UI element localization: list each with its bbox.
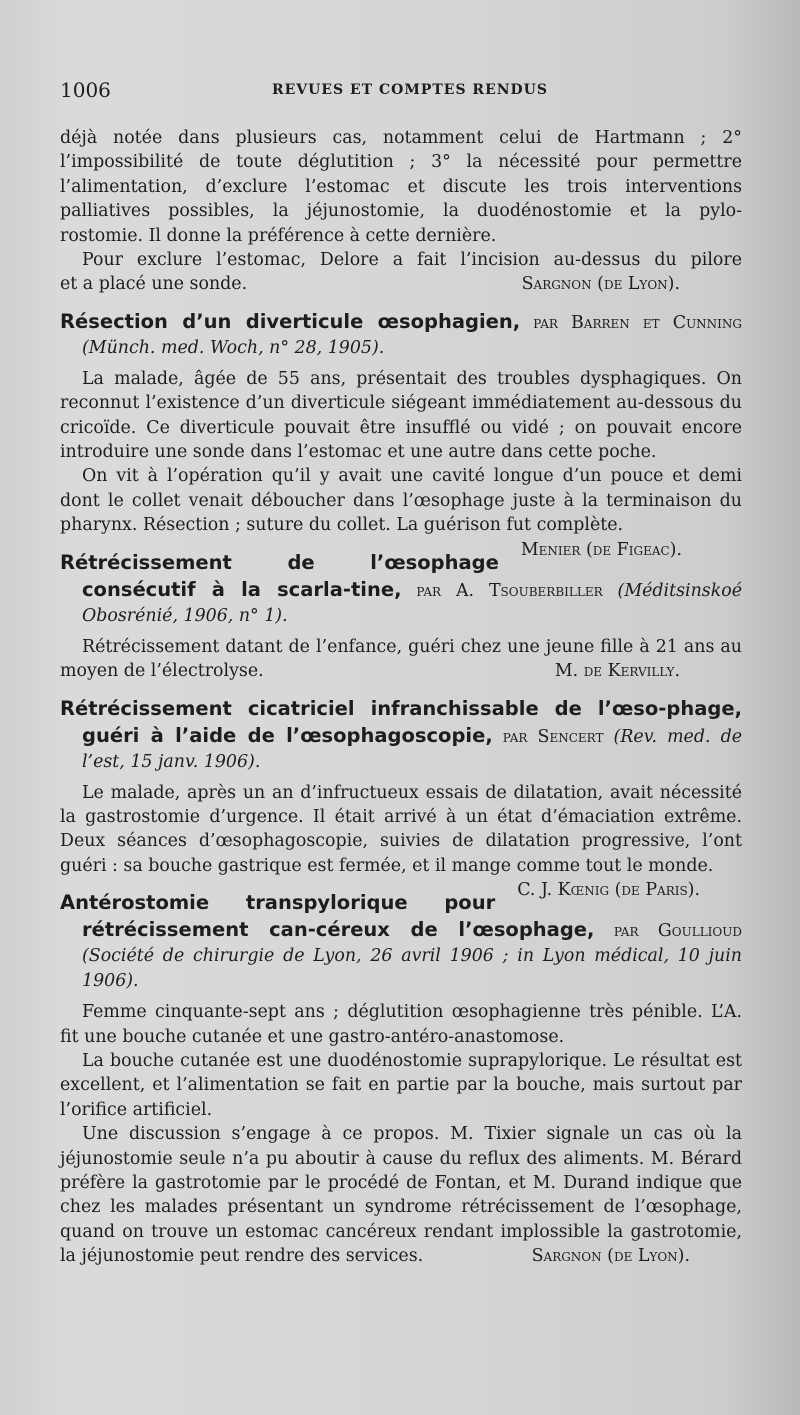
running-title: REVUES ET COMPTES RENDUS bbox=[272, 82, 548, 98]
entry-paragraph bbox=[60, 464, 742, 560]
entry-reference: (Rev. med. de l’est, 15 janv. 1906). bbox=[82, 726, 742, 772]
review-entry bbox=[60, 309, 743, 560]
page-body bbox=[60, 126, 742, 1269]
intro-para2: Pour exclure l’estomac, Delore a fait l’incision au-dessus du pilore bbox=[82, 250, 742, 271]
entry-title: Antérostomie transpylorique pour rétrécissement can-céreux de l’œsophage, bbox=[60, 891, 595, 942]
entry-author: par A. Tsouberbiller bbox=[416, 580, 603, 601]
entry-paragraph: La bouche cutanée est une duodénostomie suprapylorique. Le résultat est excellent, et l’alimentation se fait en partie par la bouche, mais surtout par l’orifice artificiel. bbox=[60, 1050, 742, 1120]
entry-title: Rétrécissement cicatriciel infranchissable de l’œso-phage, guéri à l’aide de l’œsophagoscopie, bbox=[60, 696, 742, 747]
signature: Menier (de Figeac). bbox=[520, 539, 682, 560]
entry-author: par Sencert bbox=[502, 726, 604, 747]
entry-heading bbox=[60, 309, 742, 361]
intro-line: palliatives possibles, la jéjunostomie, la duodénostomie et la pylo- bbox=[60, 201, 742, 222]
review-entry bbox=[60, 696, 742, 901]
entry-paragraph: La malade, âgée de 55 ans, présentait des troubles dysphagiques. On reconnut l’existence d’un diverticule siégeant immédiatement au-dessous du cricoïde. Ce diverticule pouvait être insufflé ou vidé ; on pouvait encore introduire une sonde dans l’estomac et une autre dans cette poche. bbox=[60, 368, 742, 463]
entry-paragraph-text: On vit à l’opération qu’il y avait une cavité longue d’un pouce et demi dont le collet venait déboucher dans l’œsophage juste à la terminaison du pharynx. Résection ; suture du collet. La guérison fut complète. bbox=[60, 466, 742, 536]
entry-paragraph-text: Une discussion s’engage à ce propos. M. Tixier signale un cas où la jéjunostomie seule n’a pu aboutir à cause du reflux des aliments. M. Bérard préfère la gastrotomie par le procédé de Fontan, et M. Durand indique que chez les malades présentant un syndrome rétrécissement de l’œsophage, quand on trouve un estomac cancéreux rendant implossible la gastrotomie, la jéjunostomie peut rendre des services. bbox=[60, 1124, 742, 1267]
entry-author: par Barren et Cunning bbox=[533, 312, 743, 333]
entry-title: Rétrécissement de l’œsophage consécutif à la scarla-tine, bbox=[60, 550, 499, 601]
signature: M. de Kervilly. bbox=[554, 661, 680, 682]
page-number: 1006 bbox=[60, 78, 111, 102]
entry-paragraph bbox=[60, 635, 742, 684]
entry-reference: (Méditsinskoé Obosrénié, 1906, n° 1). bbox=[82, 580, 743, 626]
entry-heading bbox=[60, 696, 742, 775]
intro-continuation bbox=[60, 126, 742, 297]
intro-line: déjà notée dans plusieurs cas, notamment celui de Hartmann ; 2° bbox=[60, 128, 742, 148]
entry-paragraph-text: Rétrécissement datant de l’enfance, guéri chez une jeune fille à 21 ans au moyen de l’électrolyse. bbox=[60, 636, 742, 682]
entry-reference: (Münch. med. Woch, n° 28, 1905). bbox=[82, 337, 385, 358]
page-header bbox=[60, 78, 750, 104]
intro-line: l’alimentation, d’exclure l’estomac et discute les trois interventions bbox=[60, 176, 742, 197]
entry-reference: (Société de chirurgie de Lyon, 26 avril 1906 ; in Lyon médical, 10 juin 1906). bbox=[82, 946, 742, 992]
signature: C. J. Kœnig (de Paris). bbox=[517, 880, 700, 901]
entry-paragraph bbox=[60, 781, 742, 901]
signature: Sargnon (de Lyon). bbox=[531, 1246, 690, 1267]
entry-author: par Goullioud bbox=[613, 921, 742, 942]
intro-para2-last-text: et a placé une sonde. bbox=[60, 274, 248, 295]
entry-heading bbox=[60, 890, 742, 994]
entry-paragraph bbox=[60, 1122, 742, 1268]
review-entry bbox=[60, 890, 742, 1268]
signature: Sargnon (de Lyon). bbox=[521, 274, 680, 295]
intro-para2-last bbox=[60, 272, 742, 296]
intro-line: l’impossibilité de toute déglutition ; 3° la nécessité pour permettre bbox=[60, 152, 742, 173]
intro-line: rostomie. Il donne la préférence à cette dernière. bbox=[60, 225, 497, 246]
review-entry bbox=[60, 550, 742, 684]
entry-title: Résection d’un diverticule œsophagien, bbox=[60, 309, 521, 333]
entry-paragraph-text: Le malade, après un an d’infructueux essais de dilatation, avait nécessité la gastrostomie d’urgence. Il était arrivé à un état d’émaciation extrême. Deux séances d’œsophagoscopie, suivies de dilatation progressive, l’ont guéri : sa bouche gastrique est fermée, et il mange comme tout le monde. bbox=[60, 782, 742, 876]
entry-paragraph: Femme cinquante-sept ans ; déglutition œsophagienne très pénible. L’A. fit une bouche cutanée et une gastro-antéro-anastomose. bbox=[60, 1002, 742, 1047]
